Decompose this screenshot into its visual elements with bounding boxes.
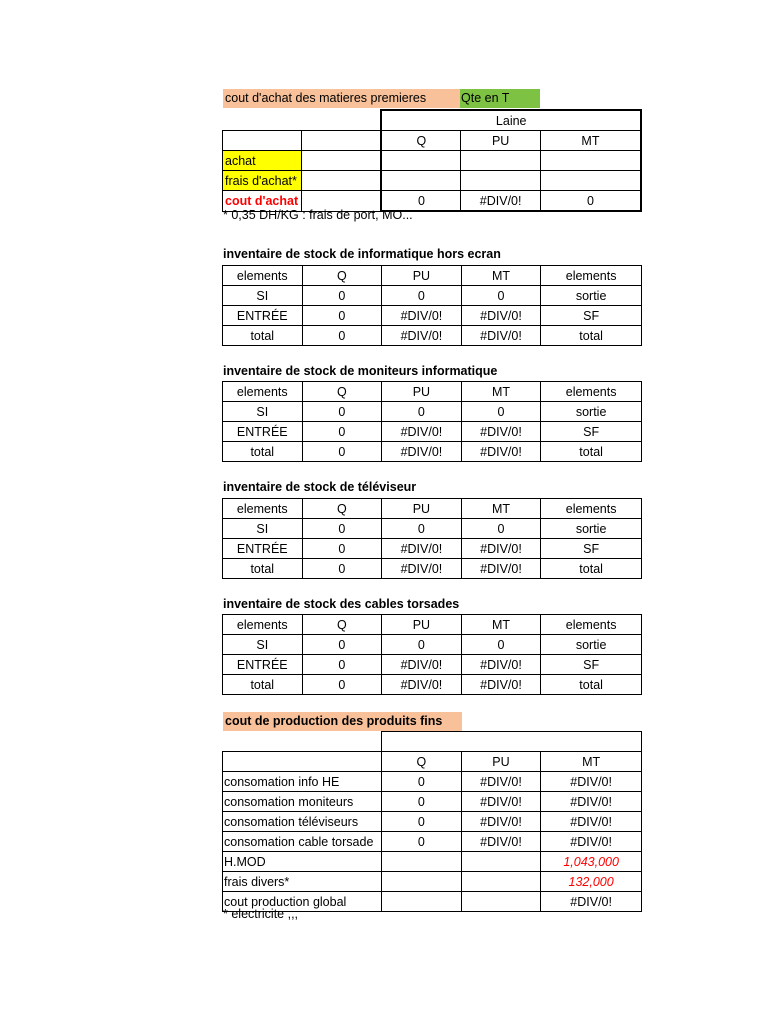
- table-row: [223, 422, 642, 442]
- table-row: [223, 615, 642, 635]
- table-row: [223, 326, 642, 346]
- column-header: Q: [302, 266, 382, 286]
- cell: [540, 171, 641, 191]
- column-header: Q: [302, 615, 382, 635]
- table-row: [223, 131, 642, 151]
- column-header: MT: [540, 131, 641, 151]
- inventory-table: [222, 614, 642, 695]
- cell: sortie: [541, 635, 642, 655]
- inventory-title: inventaire de stock de moniteurs informatique: [223, 364, 498, 378]
- cell: #DIV/0!: [461, 539, 541, 559]
- cell: #DIV/0!: [461, 792, 541, 812]
- hmod-value: 1,043,000: [541, 852, 642, 872]
- table-row: [223, 110, 642, 131]
- column-header: Q: [302, 499, 382, 519]
- cell: #DIV/0!: [461, 442, 541, 462]
- table-row: [223, 402, 642, 422]
- cell: 0: [302, 422, 382, 442]
- production-table: [222, 731, 642, 912]
- purchase-table: [222, 109, 642, 212]
- cell: total: [541, 326, 642, 346]
- row-label: consomation téléviseurs: [223, 812, 382, 832]
- cell: #DIV/0!: [382, 539, 462, 559]
- cell: 0: [461, 635, 541, 655]
- cell: total: [541, 442, 642, 462]
- cell: SF: [541, 422, 642, 442]
- table-row: [223, 539, 642, 559]
- table-row: [223, 792, 642, 812]
- row-label: consomation cable torsade: [223, 832, 382, 852]
- table-row: [223, 151, 642, 171]
- cell: #DIV/0!: [461, 326, 541, 346]
- table-row: [223, 872, 642, 892]
- cell: 0: [382, 519, 462, 539]
- row-label: cout production global: [223, 892, 382, 912]
- row-label: cout d'achat: [223, 191, 302, 212]
- cell: sortie: [541, 519, 642, 539]
- column-header: MT: [461, 382, 541, 402]
- purchase-title: cout d'achat des matieres premieres: [223, 89, 462, 108]
- cell: ENTRÉE: [223, 539, 303, 559]
- cell: #DIV/0!: [382, 655, 462, 675]
- cell: total: [541, 559, 642, 579]
- cell: #DIV/0!: [461, 832, 541, 852]
- cell: SI: [223, 286, 303, 306]
- table-row: [223, 266, 642, 286]
- inventory-table: [222, 265, 642, 346]
- cell: total: [223, 675, 303, 695]
- inventory-title: inventaire de stock de informatique hors ecran: [223, 247, 501, 261]
- cell: #DIV/0!: [541, 792, 642, 812]
- cell: SF: [541, 539, 642, 559]
- cell: #DIV/0!: [461, 675, 541, 695]
- cell: 0: [302, 539, 382, 559]
- column-header: MT: [461, 266, 541, 286]
- cell: #DIV/0!: [382, 306, 462, 326]
- table-row: [223, 286, 642, 306]
- table-row: [223, 559, 642, 579]
- cell: total: [223, 326, 303, 346]
- table-row: [223, 306, 642, 326]
- table-row: [223, 635, 642, 655]
- cell: #DIV/0!: [461, 559, 541, 579]
- misc-costs-value: 132,000: [541, 872, 642, 892]
- cell: SI: [223, 519, 303, 539]
- cell: 0: [302, 655, 382, 675]
- cell: #DIV/0!: [382, 559, 462, 579]
- cell: [381, 151, 460, 171]
- cell: [382, 872, 462, 892]
- column-header: MT: [461, 499, 541, 519]
- column-header: PU: [382, 266, 462, 286]
- cell: ENTRÉE: [223, 306, 303, 326]
- cell: 0: [382, 402, 462, 422]
- column-header: PU: [461, 131, 540, 151]
- cell: 0: [382, 812, 462, 832]
- cell: total: [223, 442, 303, 462]
- table-row: [223, 812, 642, 832]
- table-row: [223, 852, 642, 872]
- cell: 0: [540, 191, 641, 212]
- cell: 0: [302, 306, 382, 326]
- cell: [461, 872, 541, 892]
- quantity-unit-label: Qte en T: [460, 89, 540, 108]
- cell: [461, 171, 540, 191]
- column-header: Q: [382, 752, 462, 772]
- cell: #DIV/0!: [382, 422, 462, 442]
- column-header: elements: [541, 499, 642, 519]
- row-label: H.MOD: [223, 852, 303, 872]
- table-row: [223, 442, 642, 462]
- cell: #DIV/0!: [382, 675, 462, 695]
- cell: total: [541, 675, 642, 695]
- column-header: MT: [541, 752, 642, 772]
- cell: #DIV/0!: [461, 306, 541, 326]
- cell: 0: [302, 519, 382, 539]
- cell: #DIV/0!: [541, 832, 642, 852]
- production-note: * electricite ,,,: [223, 907, 299, 921]
- production-title: cout de production des produits fins: [223, 712, 462, 731]
- group-header-laine: Laine: [381, 110, 641, 131]
- cell: [461, 151, 540, 171]
- row-label: achat: [223, 151, 302, 171]
- cell: 0: [302, 675, 382, 695]
- table-row: [223, 519, 642, 539]
- table-row: [223, 732, 642, 752]
- cell: 0: [302, 326, 382, 346]
- cell: sortie: [541, 402, 642, 422]
- cell: 0: [461, 286, 541, 306]
- cell: ENTRÉE: [223, 422, 303, 442]
- cell: #DIV/0!: [541, 892, 642, 912]
- column-header: elements: [223, 266, 303, 286]
- column-header: elements: [223, 382, 303, 402]
- cell: SF: [541, 306, 642, 326]
- cell: total: [223, 559, 303, 579]
- inventory-title: inventaire de stock de téléviseur: [223, 480, 417, 494]
- cell: #DIV/0!: [382, 442, 462, 462]
- cell: sortie: [541, 286, 642, 306]
- table-row: [223, 752, 642, 772]
- cell: #DIV/0!: [461, 191, 540, 212]
- table-row: [223, 382, 642, 402]
- cell: SI: [223, 635, 303, 655]
- cell: [381, 171, 460, 191]
- cell: 0: [382, 635, 462, 655]
- cell: 0: [382, 772, 462, 792]
- row-label: consomation info HE: [223, 772, 382, 792]
- inventory-title: inventaire de stock des cables torsades: [223, 597, 460, 611]
- cell: #DIV/0!: [541, 772, 642, 792]
- cell: #DIV/0!: [541, 812, 642, 832]
- cell: [540, 151, 641, 171]
- table-row: [223, 675, 642, 695]
- table-row: [223, 171, 642, 191]
- column-header: elements: [541, 266, 642, 286]
- cell: 0: [382, 792, 462, 812]
- column-header: PU: [382, 499, 462, 519]
- cell: SF: [541, 655, 642, 675]
- column-header: elements: [223, 615, 303, 635]
- cell: [382, 852, 462, 872]
- cell: 0: [381, 191, 460, 212]
- table-row: [223, 832, 642, 852]
- column-header: elements: [541, 615, 642, 635]
- cell: #DIV/0!: [461, 772, 541, 792]
- table-row: [223, 772, 642, 792]
- cell: #DIV/0!: [461, 655, 541, 675]
- cell: 0: [382, 832, 462, 852]
- cell: 0: [302, 402, 382, 422]
- purchase-note: * 0,35 DH/KG : frais de port, MO...: [223, 208, 413, 222]
- row-label: frais d'achat*: [223, 171, 302, 191]
- cell: 0: [302, 442, 382, 462]
- cell: #DIV/0!: [461, 812, 541, 832]
- inventory-table: [222, 498, 642, 579]
- cell: SI: [223, 402, 303, 422]
- row-label: frais divers*: [223, 872, 303, 892]
- row-label: consomation moniteurs: [223, 792, 382, 812]
- column-header: PU: [461, 752, 541, 772]
- cell: 0: [302, 635, 382, 655]
- column-header: MT: [461, 615, 541, 635]
- cell: [461, 852, 541, 872]
- cell: #DIV/0!: [461, 422, 541, 442]
- cell: #DIV/0!: [382, 326, 462, 346]
- column-header: PU: [382, 382, 462, 402]
- column-header: Q: [302, 382, 382, 402]
- cell: 0: [382, 286, 462, 306]
- column-header: elements: [223, 499, 303, 519]
- column-header: Q: [381, 131, 460, 151]
- column-header: elements: [541, 382, 642, 402]
- cell: 0: [302, 559, 382, 579]
- cell: 0: [461, 402, 541, 422]
- cell: 0: [461, 519, 541, 539]
- table-row: [223, 655, 642, 675]
- table-row: [223, 499, 642, 519]
- cell: ENTRÉE: [223, 655, 303, 675]
- cell: [461, 892, 541, 912]
- cell: [382, 892, 462, 912]
- column-header: PU: [382, 615, 462, 635]
- inventory-table: [222, 381, 642, 462]
- cell: 0: [302, 286, 382, 306]
